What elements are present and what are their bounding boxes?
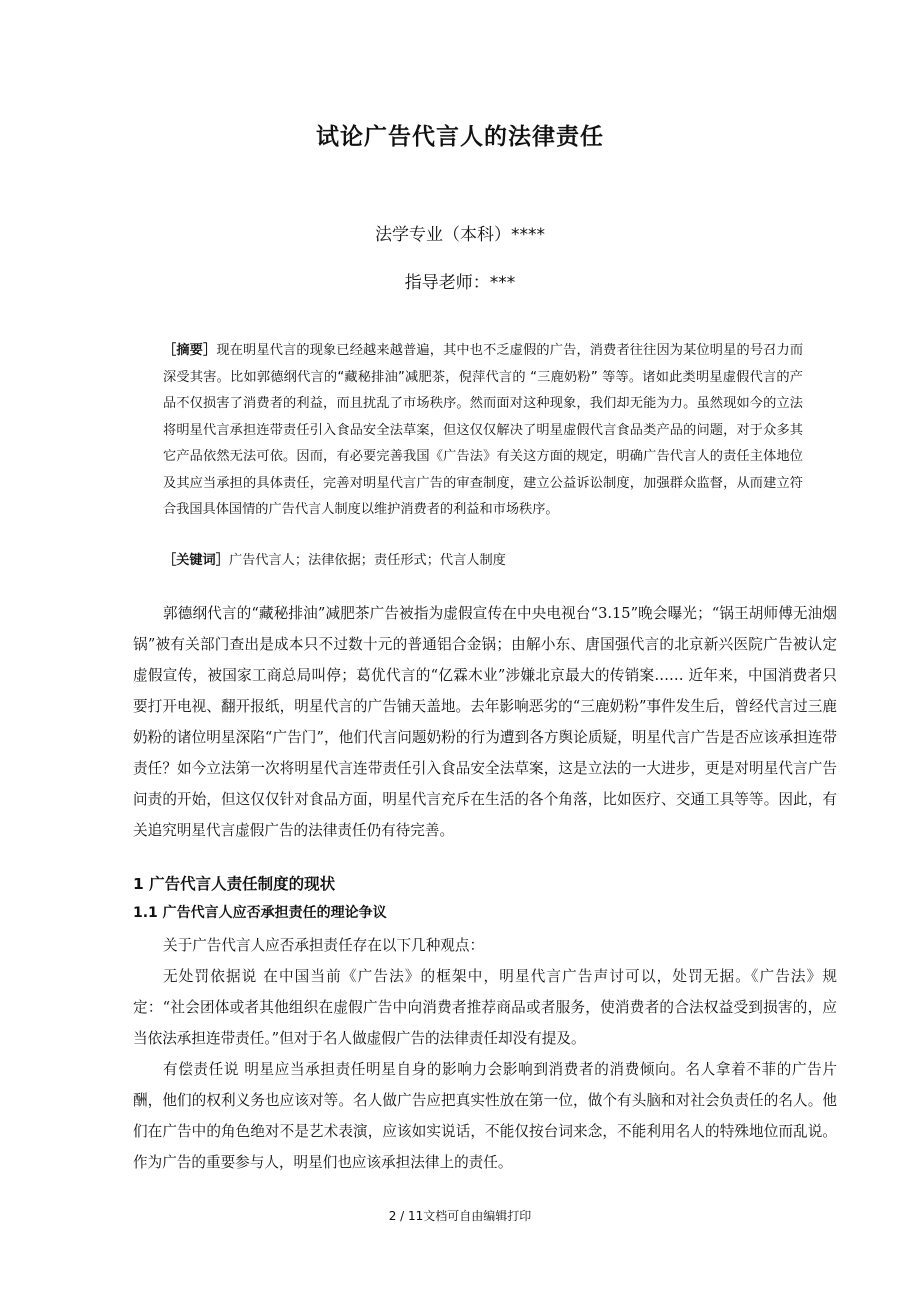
keywords-line [163, 548, 803, 574]
keywords-label: ［关键词］ [163, 553, 229, 568]
abstract-label: ［摘要］ [163, 343, 217, 358]
subsection-heading: 1.1 广告代言人应否承担责任的理论争议 [133, 905, 387, 921]
view-paid-liability-paragraph [133, 1054, 837, 1178]
intro-paragraph: 郭德纲代言的“藏秘排油”减肥茶广告被指为虚假宣传在中央电视台“3.15”晚会曝光；“锅王胡师傅无油烟锅”被有关部门查出是成本只不过数十元的普通铝合金锅；由解小东、唐国强代言的北京新兴医院广告被认定虚假宣传，被国家工商总局叫停；葛优代言的“亿霖木业”涉嫌北京最大的传销案…… 近年来，中国消费者只要打开电视、翻开报纸，明星代言的广告铺天盖地。去年影响恶劣的“三鹿奶粉”事件发生后，曾经代言过三鹿奶粉的诸位明星深陷“广告门”，他们代言问题奶粉的行为遭到各方舆论质疑，明星代言广告是否应该承担连带责任？如今立法第一次将明星代言连带责任引入食品安全法草案，这是立法的一大进步，更是对明星代言广告问责的开始，但这仅仅针对食品方面，明星代言充斥在生活的各个角落，比如医疗、交通工具等等。因此，有关追究明星代言虚假广告的法律责任仍有待完善。 [133, 605, 837, 839]
abstract-paragraph [163, 338, 803, 524]
page-footer: 2 / 11文档可自由编辑打印 [388, 1209, 532, 1223]
keywords-text: 广告代言人；法律依据；责任形式；代言人制度 [228, 553, 506, 568]
advisor-line: 指导老师：*** [404, 273, 516, 293]
view-no-penalty-text: 在中国当前《广告法》的框架中，明星代言广告声讨可以，处罚无据。《广告法》规定：“社会团体或者其他组织在虚假广告中向消费者推荐商品或者服务，使消费者的合法权益受到损害的，应当依法承担连带责任。”但对于名人做虚假广告的法律责任却没有提及。 [133, 968, 837, 1047]
view-no-penalty-paragraph [133, 961, 837, 1054]
section-heading: 1 广告代言人责任制度的现状 [133, 875, 336, 893]
abstract-text: 现在明星代言的现象已经越来越普遍，其中也不乏虚假的广告，消费者往往因为某位明星的号召力而深受其害。比如郭德纲代言的“藏秘排油”减肥茶，倪萍代言的 “三鹿奶粉” 等等。诸如此类明星虚假代言的产品不仅损害了消费者的利益，而且扰乱了市场秩序。然而面对这种现象，我们却无能为力。虽然现如今的立法将明星代言承担连带责任引入食品安全法草案，但这仅仅解决了明星虚假代言食品类产品的问题，对于众多其它产品依然无法可依。因而，有必要完善我国《广告法》有关这方面的规定，明确广告代言人的责任主体地位及其应当承担的具体责任，完善对明星代言广告的审查制度，建立公益诉讼制度，加强群众监督，从而建立符合我国具体国情的广告代言人制度以维护消费者的利益和市场秩序。 [163, 343, 804, 517]
author-line: 法学专业（本科）**** [375, 225, 545, 245]
view-paid-liability-lead: 有偿责任说 [163, 1061, 240, 1078]
document-title: 试论广告代言人的法律责任 [316, 124, 604, 150]
views-intro-paragraph: 关于广告代言人应否承担责任存在以下几种观点： [163, 937, 485, 954]
view-no-penalty-lead: 无处罚依据说 [163, 968, 258, 985]
view-paid-liability-text: 明星应当承担责任明星自身的影响力会影响到消费者的消费倾向。名人拿着不菲的广告片酬，他们的权利义务也应该对等。名人做广告应把真实性放在第一位，做个有头脑和对社会负责任的名人。他们在广告中的角色绝对不是艺术表演，应该如实说话，不能仅按台词来念，不能利用名人的特殊地位而乱说。作为广告的重要参与人，明星们也应该承担法律上的责任。 [133, 1061, 837, 1171]
abstract-block [163, 338, 803, 524]
